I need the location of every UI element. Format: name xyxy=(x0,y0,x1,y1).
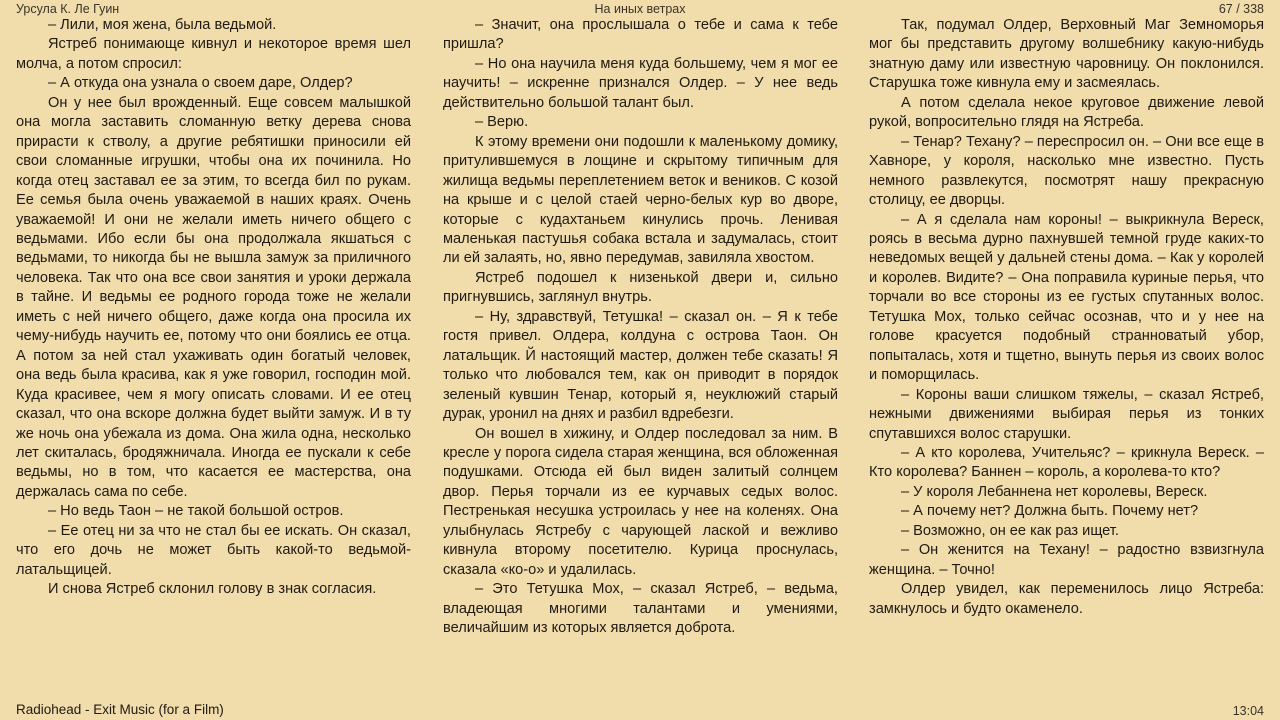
paragraph: – Короны ваши слишком тяжелы, – сказал Ястреб, нежными движениями выбирая перья из тонких спутавшихся волос старушки. xyxy=(869,386,1264,442)
paragraph: Ястреб понимающе кивнул и некоторое время шел молча, а потом спросил: xyxy=(16,36,411,72)
paragraph: – У короля Лебаннена нет королевы, Вереск. xyxy=(901,483,1208,500)
clock: 13:04 xyxy=(1232,704,1264,718)
paragraph: – Ну, здравствуй, Тетушка! – сказал он. – Я к тебе гостя привел. Олдера, колдуна с острова Таон. Он латальщик. Й настоящий мастер, должен тебе сказать! Я только что любовался тем, как он приводит в порядок зеленый кувшин Тенар, который я, неуклюжий старый дурак, уронил на днях и разбил вдребезги. xyxy=(443,308,838,423)
book-title: На иных ветрах xyxy=(594,2,686,16)
paragraph: – А откуда она узнала о своем даре, Олдер? xyxy=(48,75,353,92)
paragraph: – Значит, она прослышала о тебе и сама к тебе пришла? xyxy=(443,17,838,53)
paragraph: – Лили, моя жена, была ведьмой. xyxy=(48,17,277,33)
text-column-3[interactable] xyxy=(869,16,1264,619)
paragraph: – А почему нет? Должна быть. Почему нет? xyxy=(901,503,1199,520)
paragraph: Он вошел в хижину, и Олдер последовал за ним. В кресле у порога сидела старая женщина, вся обложенная подушками. Отсюда ей был виден залитый солнцем двор. Перья торчали из ее курчавых седых волос. Пестренькая несушка устроилась у нее на коленях. Она улыбнулась Ястребу с чарующей лаской и вежливо кивнула второму посетителю. Курица проснулась, сказала «ко-о» и удалилась. xyxy=(443,425,838,578)
paragraph: – Возможно, он ее как раз ищет. xyxy=(901,522,1119,539)
page-indicator[interactable]: 67 / 338 xyxy=(1218,2,1264,16)
author-title: Урсула К. Ле Гуин xyxy=(16,2,120,16)
paragraph: – Это Тетушка Мох, – сказал Ястреб, – ведьма, владеющая многими талантами и умениями, величайшим из которых является доброта. xyxy=(443,581,838,637)
paragraph: – Тенар? Техану? – переспросил он. – Они все еще в Хавноре, у короля, насколько мне известно. Пусть немного развлекутся, посмотрят нашу прекрасную столицу, ее дворцы. xyxy=(869,133,1264,209)
paragraph: К этому времени они подошли к маленькому домику, притулившемуся в лощине и скрытому типичным для жилища ведьмы переплетением веток и веников. С козой на крыше и с целой стаей черно-белых кур во дворе, которые с кудахтаньем кинулись прочь. Ленивая маленькая пастушья собака встала и задумалась, стоит ли ей залаять, но, явно передумав, завиляла хвостом. xyxy=(443,133,838,267)
paragraph: Так, подумал Олдер, Верховный Маг Земноморья мог бы представить другому волшебнику какую-нибудь знатную даму или известную чаровницу. Он поклонился. Старушка тоже кивнула ему и засмеялась. xyxy=(869,17,1264,92)
now-playing[interactable]: Radiohead - Exit Music (for a Film) xyxy=(16,702,224,717)
reader-footer xyxy=(0,700,1280,720)
paragraph: Олдер увидел, как переменилось лицо Ястреба: замкнулось и будто окаменело. xyxy=(869,581,1264,617)
paragraph: А потом сделала некое круговое движение левой рукой, вопросительно глядя на Ястреба. xyxy=(869,94,1264,131)
paragraph: – Но ведь Таон – не такой большой остров. xyxy=(48,503,344,520)
paragraph: – А я сделала нам короны! – выкрикнула Вереск, роясь в весьма дурно пахнувшей темной груде каких-то неведомых вещей у дальней стены дома. – Как у королей и королев. Видите? – Она поправила куриные перья, что торчали во все стороны из ее густых спутанных волос. Тетушка Мох, только сейчас осознав, что и у нее на голове красуется подобный странноватый убор, попыталась, хотя и тщетно, вынуть перья из своих волос и поморщилась. xyxy=(869,211,1264,384)
paragraph: Он у нее был врожденный. Еще совсем малышкой она могла заставить сломанную ветку дерева снова прирасти к стволу, а другие ребятишки приносили ей свои сломанные игрушки, чтобы она их починила. Но когда отец заставал ее за этим, то всегда бил по рукам. Ее семья была очень уважаемой в наших краях. Очень уважаемой! И они не желали иметь ничего общего с ведьмами. Ибо если бы она продолжала якшаться с ведьмами, то никогда бы не вышла замуж за приличного человека. Так что она все свои занятия и уроки держала в тайне. И ведьмы ее родного города тоже не желали иметь с ней ничего общего, даже когда она просила их чему-нибудь научить ее, потому что они боялись ее отца. А потом за ней стал ухаживать один богатый человек, она ведь была красива, как я уже говорил, господин мой. Куда красивее, чем я могу описать словами. И ее отец сказал, что она вскоре должна будет выйти замуж. И в ту же ночь она убежала из дома. Она жила одна, несколько лет скиталась, бродяжничала. Иногда ее пускали к себе ведьмы, но в том, что касается ее мастерства, она держалась сама по себе. xyxy=(16,94,411,500)
paragraph: Ястреб подошел к низенькой двери и, сильно пригнувшись, заглянул внутрь. xyxy=(443,269,838,306)
paragraph: – Ее отец ни за что не стал бы ее искать. Он сказал, что его дочь не может быть какой-то ведьмой-латальщицей. xyxy=(16,522,411,578)
paragraph: – Верю. xyxy=(475,114,529,131)
paragraph: – А кто королева, Учительяс? – крикнула Вереск. – Кто королева? Баннен – король, а королева-то кто? xyxy=(869,444,1264,481)
paragraph: И снова Ястреб склонил голову в знак согласия. xyxy=(48,581,377,598)
paragraph: – Он женится на Техану! – радостно взвизгнула женщина. – Точно! xyxy=(869,542,1264,578)
text-column-1[interactable] xyxy=(16,16,411,600)
text-column-2[interactable] xyxy=(443,16,838,639)
paragraph: – Но она научила меня куда большему, чем я мог ее научить! – искренне признался Олдер. – У нее ведь действительно большой талант был. xyxy=(443,55,838,111)
